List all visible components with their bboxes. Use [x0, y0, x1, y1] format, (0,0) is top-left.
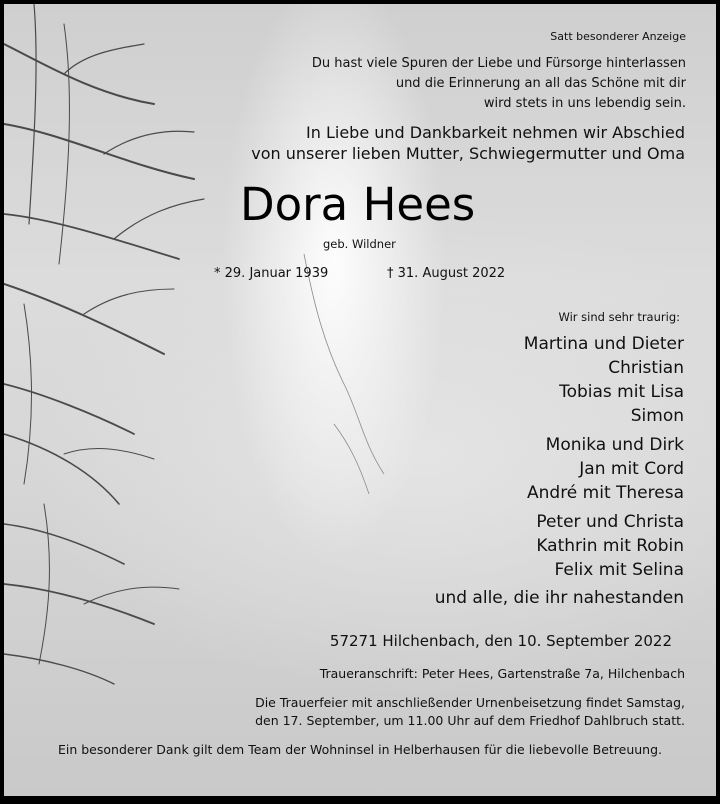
mourner-name: Simon	[630, 406, 684, 426]
thanks-note: Ein besonderer Dank gilt dem Team der Wohninsel in Helberhausen für die liebevolle Betreuung.	[57, 742, 663, 757]
poem-line: Du hast viele Spuren der Liebe und Fürsorge hinterlassen	[311, 56, 686, 71]
mourner-name: Kathrin mit Robin	[536, 536, 684, 556]
intro-line: In Liebe und Dankbarkeit nehmen wir Abschied	[306, 123, 685, 142]
mourner-name: Peter und Christa	[536, 512, 684, 532]
mourner-name: Tobias mit Lisa	[559, 382, 684, 402]
birth-date: * 29. Januar 1939	[214, 266, 329, 281]
poem-line: und die Erinnerung an all das Schöne mit dir	[395, 76, 686, 91]
deceased-name: Dora Hees	[240, 178, 476, 231]
mourners-closing-line: und alle, die ihr nahestanden	[434, 588, 684, 608]
place-and-date: 57271 Hilchenbach, den 10. September 2022	[329, 632, 672, 650]
mourner-name: Monika und Dirk	[545, 435, 684, 455]
mourner-name: Jan mit Cord	[579, 459, 684, 479]
obituary-notice	[4, 4, 716, 796]
ceremony-line: den 17. September, um 11.00 Uhr auf dem Friedhof Dahlbruch statt.	[255, 713, 685, 728]
mourner-name: Martina und Dieter	[523, 334, 684, 354]
mourner-name: Christian	[608, 358, 684, 378]
ceremony-line: Die Trauerfeier mit anschließender Urnenbeisetzung findet Samstag,	[255, 695, 685, 710]
intro-line: von unserer lieben Mutter, Schwiegermutter und Oma	[251, 144, 685, 163]
mourning-address: Traueranschrift: Peter Hees, Gartenstraße 7a, Hilchenbach	[319, 666, 685, 681]
mourners-intro: Wir sind sehr traurig:	[558, 310, 680, 324]
mourner-name: André mit Theresa	[527, 483, 684, 503]
notice-type-label: Satt besonderer Anzeige	[550, 30, 686, 43]
poem-line: wird stets in uns lebendig sein.	[483, 96, 686, 111]
death-date: † 31. August 2022	[387, 266, 506, 281]
mourner-name: Felix mit Selina	[554, 560, 684, 580]
birth-name: geb. Wildner	[323, 237, 396, 251]
